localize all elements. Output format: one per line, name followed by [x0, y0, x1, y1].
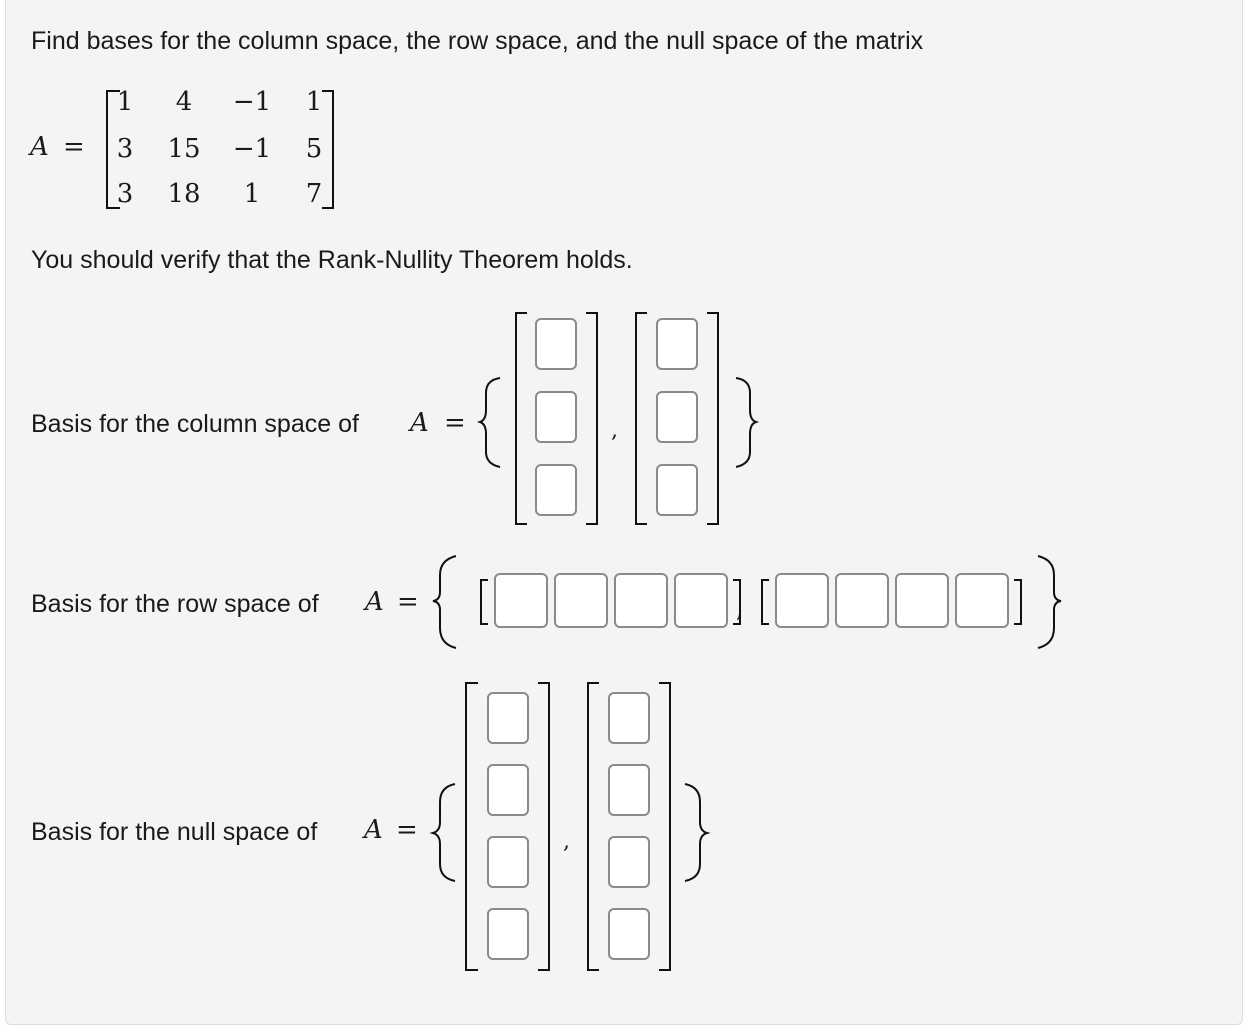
null-space-label: Basis for the null space of	[31, 818, 318, 846]
column-left-brace	[480, 378, 500, 467]
row-vector-2-right-bracket	[1014, 580, 1021, 624]
row-right-brace	[1038, 556, 1061, 648]
row-vector-2-left-bracket	[762, 580, 769, 624]
column-vector-2-left-bracket	[636, 313, 647, 524]
row-basis-separator: ,	[736, 598, 743, 623]
column-space-equals: =	[444, 408, 466, 438]
question-prompt: Find bases for the column space, the row space, and the null space of the matrix	[31, 27, 924, 55]
matrix-cell: 3	[116, 134, 134, 164]
row-space-equals: =	[397, 587, 419, 617]
matrix-equals: =	[63, 132, 85, 162]
matrix-cell: 1	[305, 87, 323, 117]
null-left-brace	[433, 784, 455, 881]
row-space-label: Basis for the row space of	[31, 590, 319, 618]
verify-instruction: You should verify that the Rank-Nullity Theorem holds.	[31, 246, 633, 274]
matrix-cell: −1	[232, 87, 272, 117]
row-space-var: A	[365, 587, 384, 617]
matrix-name: A	[30, 132, 49, 162]
row-left-brace	[433, 556, 456, 648]
column-right-brace	[736, 378, 756, 467]
column-vector-1-right-bracket	[586, 313, 597, 524]
null-vector-2-left-bracket	[588, 683, 599, 970]
column-space-label: Basis for the column space of	[31, 410, 359, 438]
null-space-equals: =	[396, 815, 418, 845]
column-vector-1-left-bracket	[516, 313, 527, 524]
matrix-cell: 1	[116, 87, 134, 117]
null-vector-1-left-bracket	[466, 683, 478, 970]
matrix-right-bracket	[322, 91, 333, 208]
row-vector-1-right-bracket	[733, 580, 740, 624]
matrix-cell: 18	[167, 179, 201, 209]
null-vector-2-right-bracket	[659, 683, 670, 970]
null-vector-1-right-bracket	[538, 683, 549, 970]
row-vector-1-left-bracket	[481, 580, 488, 624]
matrix-cell: 7	[305, 179, 323, 209]
matrix-cell: 3	[116, 179, 134, 209]
matrix-cell: 1	[243, 179, 261, 209]
column-vector-2-right-bracket	[707, 313, 718, 524]
column-space-var: A	[410, 408, 429, 438]
null-basis-separator: ,	[563, 829, 570, 854]
matrix-cell: 5	[305, 134, 323, 164]
matrix-cell: 4	[175, 87, 193, 117]
column-basis-separator: ,	[611, 418, 618, 443]
matrix-cell: −1	[232, 134, 272, 164]
matrix-left-bracket	[107, 91, 120, 208]
null-space-var: A	[364, 815, 383, 845]
null-right-brace	[685, 784, 707, 881]
matrix-cell: 15	[167, 134, 201, 164]
